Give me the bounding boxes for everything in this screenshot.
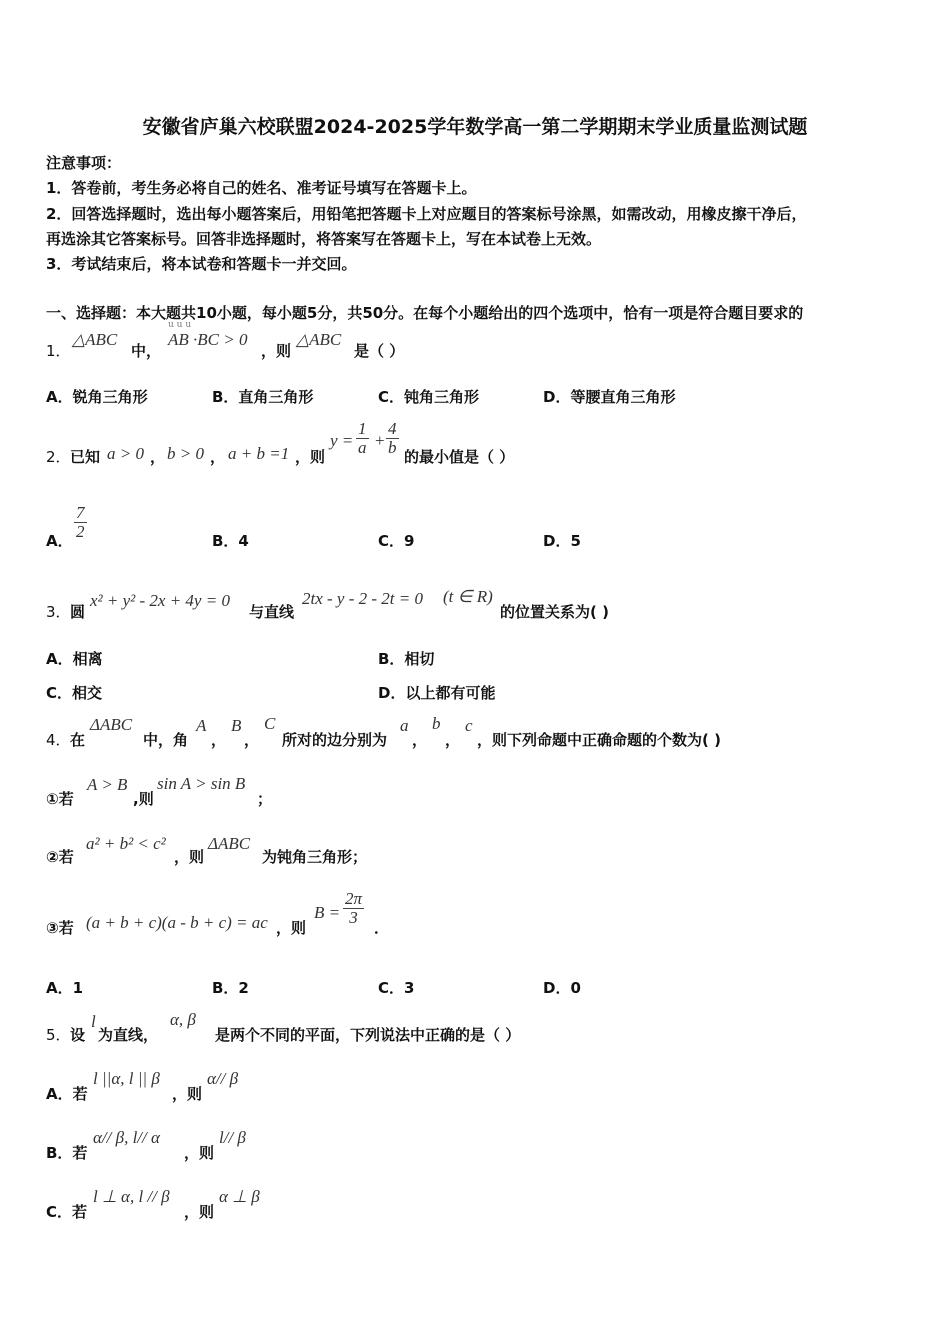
notice-item: 3．考试结束后，将本试卷和答题卡一并交回。 <box>46 255 357 273</box>
notice-heading: 注意事项： <box>46 154 122 172</box>
math-side-c: c <box>465 716 473 735</box>
option-a: A．若 <box>46 1085 88 1103</box>
math-condition: b > 0 <box>167 444 204 463</box>
option-b: B．若 <box>46 1144 88 1162</box>
question-text: ，则 <box>184 1144 215 1162</box>
option-a: A． <box>46 532 73 550</box>
question-text: 与直线 <box>249 603 295 621</box>
question-text: 已知 <box>70 448 101 466</box>
question-number: 1． <box>46 342 71 360</box>
option-c: C．钝角三角形 <box>378 388 480 406</box>
question-text: 设 <box>70 1026 86 1044</box>
math-condition: a > 0 <box>107 444 144 463</box>
notice-item: 1．答卷前，考生务必将自己的姓名、准考证号填写在答题卡上。 <box>46 179 477 197</box>
page-title: 安徽省庐巢六校联盟2024-2025学年数学高一第二学期期末学业质量监测试题 <box>142 116 808 138</box>
separator: ， <box>412 731 428 749</box>
option-b: B．直角三角形 <box>212 388 314 406</box>
question-text: 所对的边分别为 <box>282 731 388 749</box>
question-text: 中， <box>131 342 162 360</box>
question-text: 的最小值是（ ） <box>404 448 515 466</box>
math-condition: l ||α, l || β <box>93 1069 160 1088</box>
math-vector-product: AB ·BC > 0 <box>168 330 248 349</box>
section-heading: 一、选择题：本大题共10小题，每小题5分，共50分。在每个小题给出的四个选项中，恰有一项是符合题目要求的 <box>46 304 804 322</box>
option-c: C．若 <box>46 1203 88 1221</box>
math-triangle-abc: ΔABC <box>208 834 251 853</box>
math-circle-equation: x² + y² - 2x + 4y = 0 <box>90 591 230 610</box>
option-a: A．1 <box>46 979 84 997</box>
math-angle-b: B <box>231 716 242 735</box>
question-text: ； <box>257 790 273 808</box>
question-text: 圆 <box>70 603 86 621</box>
math-conclusion: l// β <box>219 1128 246 1147</box>
math-planes: α, β <box>170 1010 196 1029</box>
proposition-3: ③若 <box>46 919 74 937</box>
question-text: ，则 <box>276 919 307 937</box>
option-c: C．相交 <box>46 684 103 702</box>
question-text: ，则 <box>172 1085 203 1103</box>
question-text: ，则 <box>261 342 292 360</box>
option-b: B．2 <box>212 979 249 997</box>
separator: ， <box>244 731 260 749</box>
question-text: 为钝角三角形； <box>262 848 368 866</box>
notice-item: 2．回答选择题时，选出每小题答案后，用铅笔把答题卡上对应题目的答案标号涂黑，如需改动，用橡皮擦干净后， <box>46 205 807 223</box>
math-triangle-abc: △ABC <box>72 330 118 349</box>
math-parameter-domain: (t ∈ R) <box>443 587 493 606</box>
question-text: ，则 <box>184 1203 215 1221</box>
vector-marks: u u u <box>168 320 192 330</box>
option-a: A．相离 <box>46 650 103 668</box>
math-line-l: l <box>91 1012 96 1031</box>
option-d: D．0 <box>543 979 581 997</box>
question-text: 的位置关系为( ) <box>500 603 609 621</box>
math-conclusion: sin A > sin B <box>157 774 246 793</box>
math-condition: l ⊥ α, l // β <box>93 1187 170 1206</box>
separator: ， <box>211 731 227 749</box>
question-text: ，则 <box>295 448 326 466</box>
math-b-equals: B = <box>314 903 341 922</box>
fraction-1-over-a: $\frac{1}{a}$ <box>358 419 367 457</box>
math-condition: a² + b² < c² <box>86 834 166 853</box>
option-b: B．4 <box>212 532 249 550</box>
question-text: 中，角 <box>143 731 189 749</box>
option-a: A．锐角三角形 <box>46 388 148 406</box>
separator: ， <box>150 448 166 466</box>
notice-item: 再选涂其它答案标号。回答非选择题时，将答案写在答题卡上，写在本试卷上无效。 <box>46 230 602 248</box>
math-conclusion: α ⊥ β <box>219 1187 260 1206</box>
option-b: B．相切 <box>378 650 435 668</box>
option-d: D．5 <box>543 532 581 550</box>
proposition-1: ①若 <box>46 790 74 808</box>
question-text: 是两个不同的平面，下列说法中正确的是（ ） <box>215 1026 521 1044</box>
proposition-2: ②若 <box>46 848 74 866</box>
question-text: ． <box>374 919 390 937</box>
option-d: D．以上都有可能 <box>378 684 496 702</box>
math-plus: + <box>375 431 385 450</box>
math-conclusion: α// β <box>207 1069 239 1088</box>
option-c: C．9 <box>378 532 415 550</box>
question-number: 4． <box>46 731 71 749</box>
question-text: ，则 <box>174 848 205 866</box>
question-number: 3． <box>46 603 71 621</box>
option-c: C．3 <box>378 979 415 997</box>
math-angle-a: A <box>196 716 207 735</box>
math-y: y = <box>330 431 354 450</box>
separator: ， <box>445 731 461 749</box>
math-side-b: b <box>432 714 441 733</box>
separator: ， <box>210 448 226 466</box>
math-condition: (a + b + c)(a - b + c) = ac <box>86 913 268 932</box>
question-number: 5． <box>46 1026 71 1044</box>
math-line-equation: 2tx - y - 2 - 2t = 0 <box>302 589 423 608</box>
fraction-4-over-b: $\frac{4}{b}$ <box>388 419 397 457</box>
question-text: 在 <box>70 731 86 749</box>
math-side-a: a <box>400 716 409 735</box>
question-text: 为直线， <box>98 1026 159 1044</box>
fraction-7-over-2: $\frac{7}{2}$ <box>76 503 85 541</box>
math-condition: α// β, l// α <box>93 1128 160 1147</box>
option-d: D．等腰直角三角形 <box>543 388 676 406</box>
math-condition: A > B <box>87 775 128 794</box>
question-text: ,则 <box>133 790 154 808</box>
math-triangle-abc: △ABC <box>296 330 342 349</box>
question-text: 是（ ） <box>354 342 405 360</box>
math-condition: a + b =1 <box>228 444 290 463</box>
math-triangle-abc: ΔABC <box>90 715 133 734</box>
question-number: 2． <box>46 448 71 466</box>
math-angle-c: C <box>264 714 276 733</box>
question-text: ，则下列命题中正确命题的个数为( ) <box>477 731 721 749</box>
fraction-2pi-over-3: $\frac{2\pi}{3}$ <box>345 889 363 927</box>
